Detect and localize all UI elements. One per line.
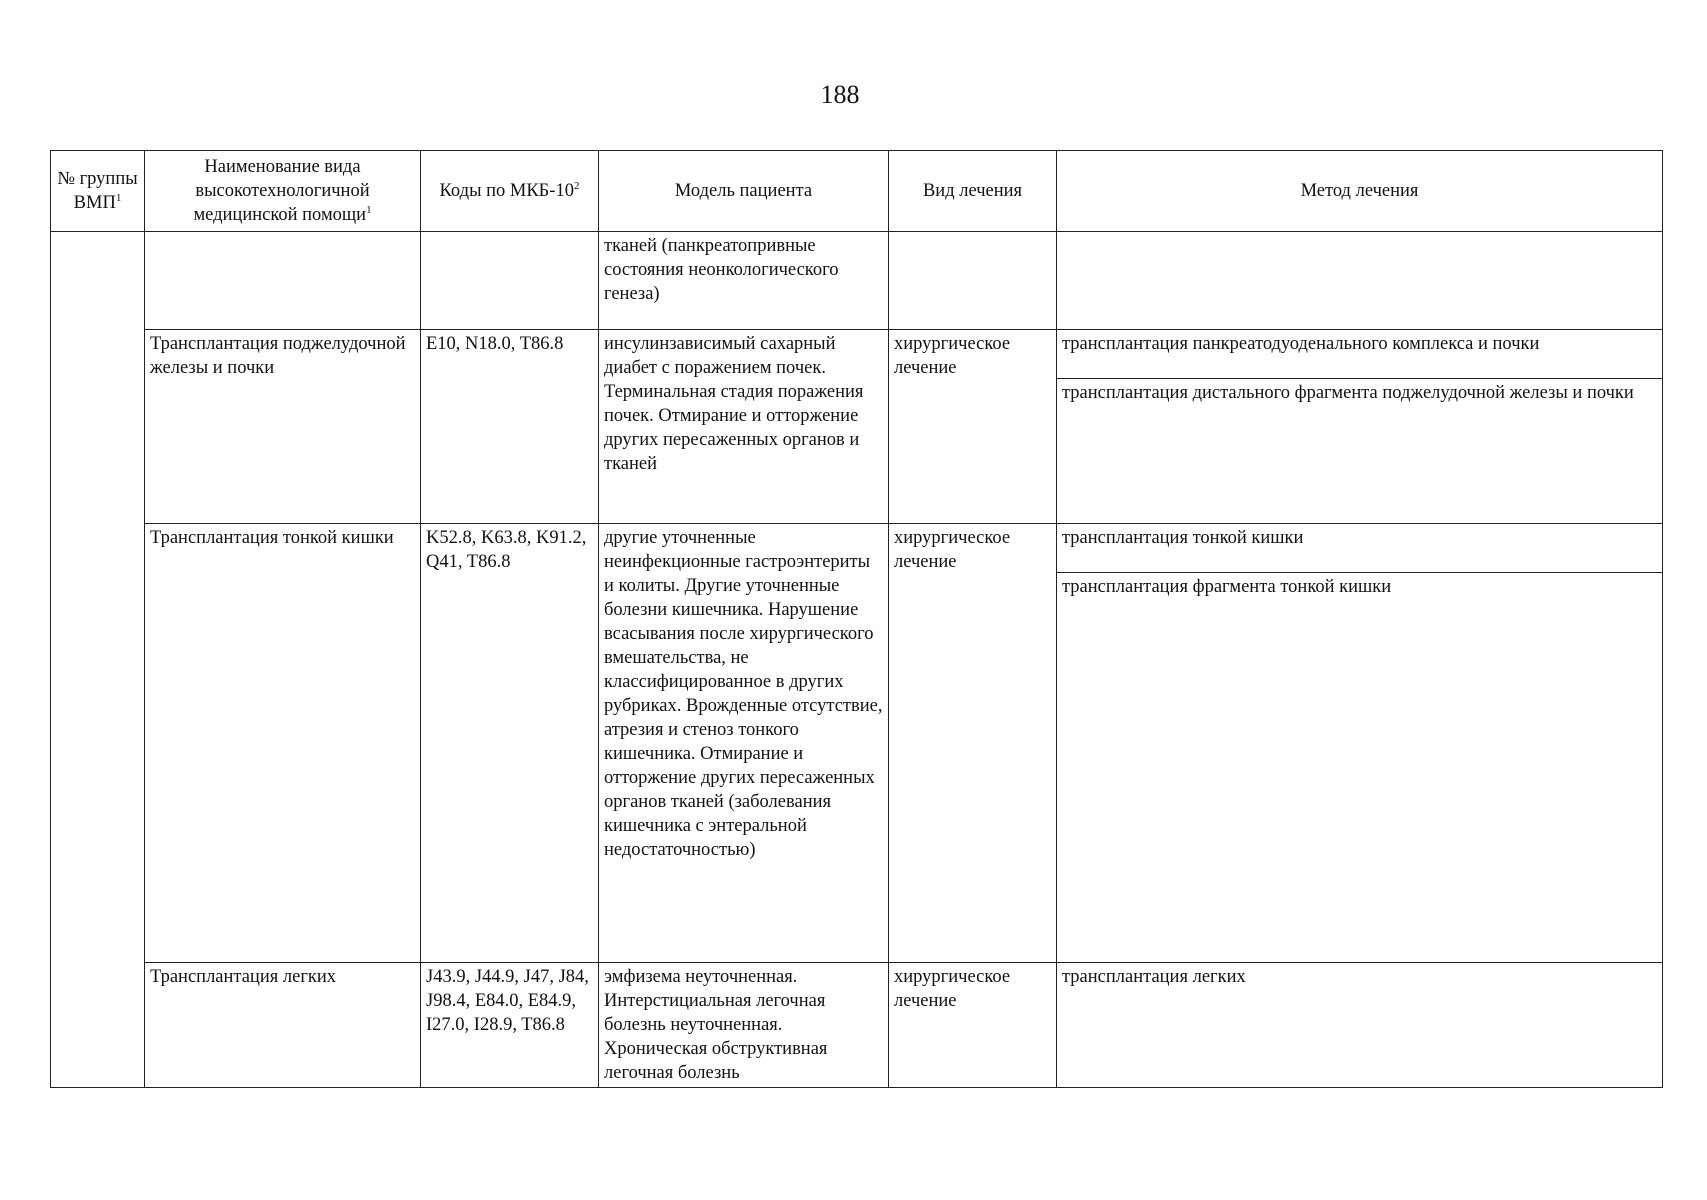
header-treatment-method: Метод лечения [1057, 151, 1663, 232]
treatment-method-item: трансплантация дистального фрагмента поджелудочной железы и почки [1062, 383, 1634, 403]
group-no-cell [51, 232, 145, 1088]
treatment-method-item: трансплантация тонкой кишки [1057, 524, 1662, 573]
header-group-no: № группы ВМП$^1$ [51, 151, 145, 232]
table-row [51, 232, 1663, 330]
patient-model-cell: эмфизема неуточненная. Интерстициальная легочная болезнь неуточненная. Хроническая обструктивная легочная болезнь [599, 963, 889, 1088]
care-type-cell [145, 232, 421, 330]
icd-codes-cell: J43.9, J44.9, J47, J84, J98.4, E84.0, E84.9, I27.0, I28.9, T86.8 [421, 963, 599, 1088]
treatment-method-cell [1057, 524, 1663, 963]
care-type-cell: Трансплантация тонкой кишки [145, 524, 421, 963]
patient-model-cell: тканей (панкреатопривные состояния неонкологического генеза) [599, 232, 889, 330]
care-type-cell: Трансплантация поджелудочной железы и почки [145, 330, 421, 524]
treatment-method-cell [1057, 330, 1663, 524]
header-icd-codes: Коды по МКБ-$10^2$ [421, 151, 599, 232]
treatment-method-item: трансплантация панкреатодуоденального комплекса и почки [1057, 330, 1662, 379]
treatment-type-cell: хирургическое лечение [889, 330, 1057, 524]
table-row [51, 963, 1663, 1088]
header-patient-model: Модель пациента [599, 151, 889, 232]
patient-model-cell: инсулинзависимый сахарный диабет с поражением почек. Терминальная стадия поражения почек. Отмирание и отторжение других пересаженных органов и тканей [599, 330, 889, 524]
table-row [51, 330, 1663, 524]
icd-codes-cell [421, 232, 599, 330]
header-treatment-type: Вид лечения [889, 151, 1057, 232]
treatment-method-item: трансплантация фрагмента тонкой кишки [1062, 577, 1392, 597]
care-type-cell: Трансплантация легких [145, 963, 421, 1088]
icd-codes-cell: E10, N18.0, T86.8 [421, 330, 599, 524]
icd-codes-cell: K52.8, K63.8, K91.2, Q41, T86.8 [421, 524, 599, 963]
patient-model-cell: другие уточненные неинфекционные гастроэнтериты и колиты. Другие уточненные болезни кишечника. Нарушение всасывания после хирургического вмешательства, не классифицированное в других рубриках. Врожденные отсутствие, атрезия и стеноз тонкого кишечника. Отмирание и отторжение других пересаженных органов тканей (заболевания кишечника с энтеральной недостаточностью) [599, 524, 889, 963]
table-header-row [51, 151, 1663, 232]
treatment-method-cell [1057, 232, 1663, 330]
vmp-table [50, 150, 1663, 1088]
treatment-method-cell: трансплантация легких [1057, 963, 1663, 1088]
treatment-type-cell: хирургическое лечение [889, 963, 1057, 1088]
table-row [51, 524, 1663, 963]
header-care-type: Наименование вида высокотехнологичной медицинской помощи$^1$ [145, 151, 421, 232]
treatment-type-cell [889, 232, 1057, 330]
treatment-type-cell: хирургическое лечение [889, 524, 1057, 963]
page-number: 188 [820, 80, 860, 109]
